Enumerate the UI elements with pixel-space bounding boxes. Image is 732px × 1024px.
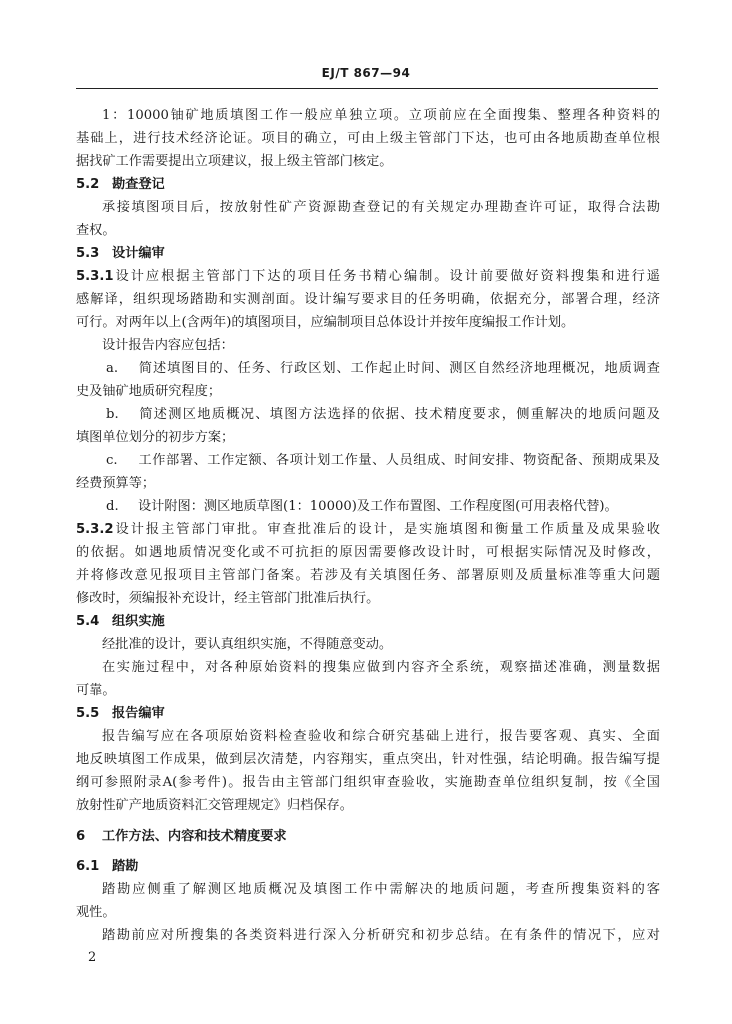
clause-number: 5.3.2 [76, 522, 114, 537]
section-number: 6.1 [76, 859, 100, 874]
section-number: 6 [76, 829, 86, 844]
section-heading-6-1 [76, 858, 660, 875]
clause-text: 设计应根据主管部门下达的项目任务书精心编制。设计前要做好资料搜集和进行遥 [113, 269, 660, 284]
body-line: 承接填图项目后，按放射性矿产资源勘查登记的有关规定办理勘查许可证，取得合法勘 [102, 200, 660, 215]
section-title: 报告编审 [112, 706, 165, 721]
section-heading-5-2 [76, 176, 660, 193]
body-line: 并将修改意见报项目主管部门备案。若涉及有关填图任务、部署原则及质量标准等重大问题 [76, 568, 660, 583]
body-line: 修改时，须编报补充设计，经主管部门批准后执行。 [76, 591, 380, 606]
item-label: d. [106, 499, 119, 514]
body-line: 查权。 [76, 223, 116, 238]
body-line: 可靠。 [76, 683, 116, 698]
item-text: 工作部署、工作定额、各项计划工作量、人员组成、时间安排、物资配备、预期成果及 [138, 453, 660, 468]
item-text: 简述填图目的、任务、行政区划、工作起止时间、测区自然经济地理概况，地质调查 [138, 361, 660, 376]
body-line: 纲可参照附录A(参考件)。报告由主管部门组织审查验收，实施勘查单位组织复制，按《全国 [76, 775, 660, 790]
item-label: c. [106, 453, 118, 468]
section-title: 设计编审 [112, 246, 165, 261]
item-label: a. [106, 361, 119, 376]
body-line: 可行。对两年以上(含两年)的填图项目，应编制项目总体设计并按年度编报工作计划。 [76, 315, 575, 330]
section-title: 组织实施 [112, 614, 165, 629]
body-line: 感解译，组织现场踏勘和实测剖面。设计编写要求目的任务明确，依据充分，部署合理，经济 [76, 292, 660, 307]
header-rule [76, 88, 658, 89]
body-line: 在实施过程中，对各种原始资料的搜集应做到内容齐全系统，观察描述准确，测量数据 [102, 660, 660, 675]
body-line: 地反映填图工作成果，做到层次清楚，内容翔实，重点突出，针对性强，结论明确。报告编写提 [76, 752, 660, 767]
item-text: 设计附图：测区地质草图(1：10000)及工作布置图、工作程度图(可用表格代替)。 [138, 499, 618, 514]
clause-text: 设计报主管部门审批。审查批准后的设计，是实施填图和衡量工作质量及成果验收 [113, 522, 660, 537]
page-number: 2 [88, 950, 97, 965]
chapter-heading-6 [76, 828, 660, 845]
body-line: 放射性矿产地质资料汇交管理规定》归档保存。 [76, 798, 353, 813]
body-line: 据找矿工作需要提出立项建议，报上级主管部门核定。 [76, 154, 393, 169]
list-item-d [106, 498, 660, 515]
clause-number: 5.3.1 [76, 269, 114, 284]
section-title: 工作方法、内容和技术精度要求 [102, 829, 287, 844]
section-number: 5.3 [76, 246, 100, 261]
clause-5-3-1-line [76, 268, 660, 285]
section-title: 踏勘 [112, 859, 139, 874]
section-heading-5-5 [76, 705, 660, 722]
body-line: 基础上，进行技术经济论证。项目的确立，可由上级主管部门下达，也可由各地质勘查单位根 [76, 131, 660, 146]
section-number: 5.5 [76, 706, 100, 721]
list-item-c [106, 452, 660, 469]
body-line: 史及铀矿地质研究程度； [76, 384, 222, 399]
body-line: 填图单位划分的初步方案； [76, 430, 235, 445]
body-line: 经批准的设计，要认真组织实施，不得随意变动。 [102, 637, 393, 652]
item-text: 简述测区地质概况、填图方法选择的依据、技术精度要求，侧重解决的地质问题及 [138, 407, 660, 422]
item-label: b. [106, 407, 119, 422]
body-line: 观性。 [76, 905, 116, 920]
body-line: 踏勘应侧重了解测区地质概况及填图工作中需解决的地质问题，考查所搜集资料的客 [102, 882, 660, 897]
body-line: 1：10000铀矿地质填图工作一般应单独立项。立项前应在全面搜集、整理各种资料的 [102, 108, 660, 123]
standard-code-header: EJ/T 867—94 [321, 66, 411, 80]
section-number: 5.4 [76, 614, 100, 629]
section-heading-5-3 [76, 245, 660, 262]
section-heading-5-4 [76, 613, 660, 630]
section-number: 5.2 [76, 177, 100, 192]
list-item-b [106, 406, 660, 423]
body-line: 踏勘前应对所搜集的各类资料进行深入分析研究和初步总结。在有条件的情况下，应对 [102, 928, 660, 943]
body-line: 经费预算等； [76, 476, 156, 491]
section-title: 勘查登记 [112, 177, 165, 192]
list-item-a [106, 360, 660, 377]
design-intro: 设计报告内容应包括： [102, 338, 234, 353]
clause-5-3-2-line [76, 521, 660, 538]
body-line: 报告编写应在各项原始资料检查验收和综合研究基础上进行，报告要客观、真实、全面 [102, 729, 660, 744]
body-line: 的依据。如遇地质情况变化或不可抗拒的原因需要修改设计时，可根据实际情况及时修改， [76, 545, 660, 560]
